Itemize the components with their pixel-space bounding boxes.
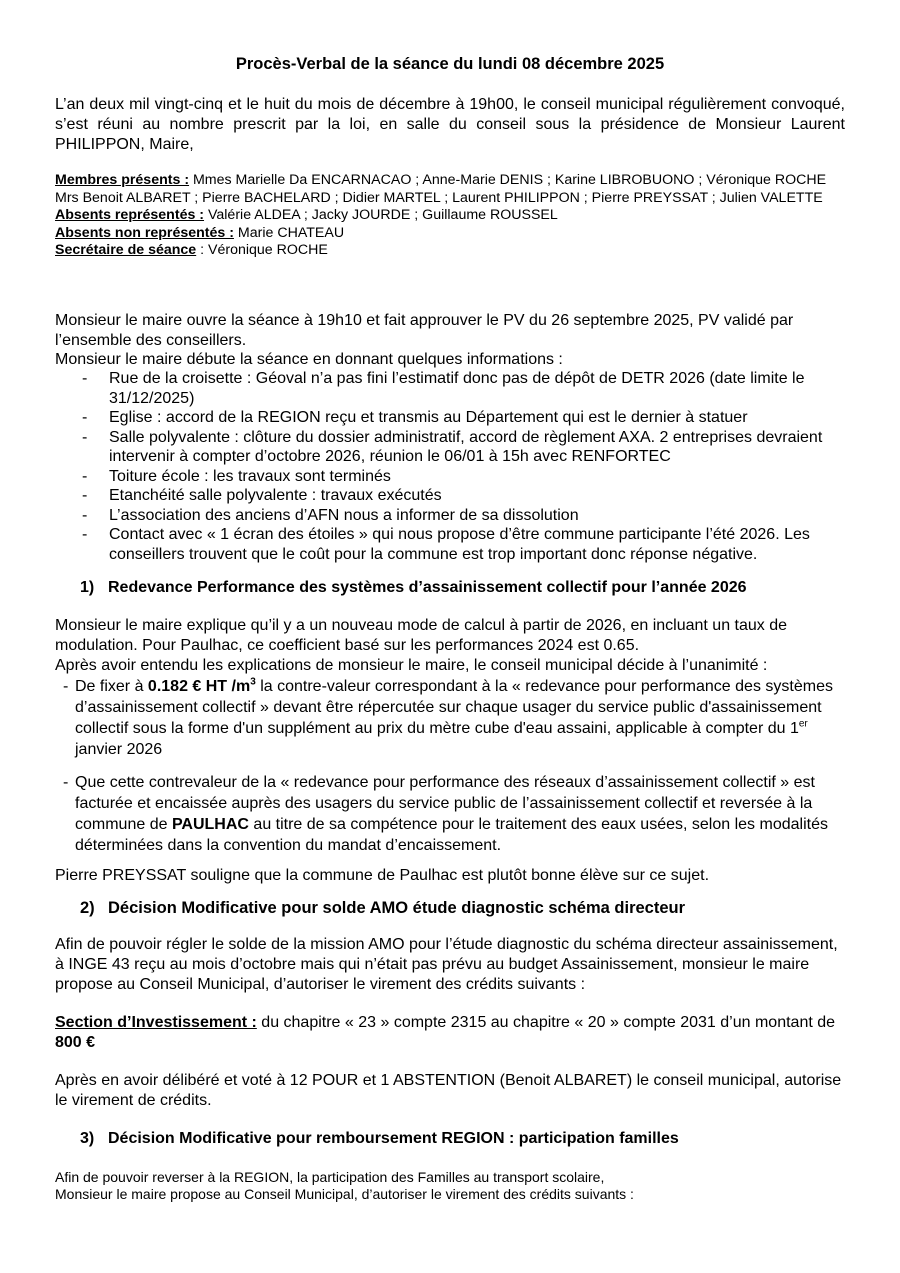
list-item: [55, 506, 845, 526]
present-men: Mrs Benoit ALBARET ; Pierre BACHELARD ; Didier MARTEL ; Laurent PHILIPPON ; Pierre PREYSSAT ; Julien VALETTE: [55, 189, 823, 206]
dash-bullet: -: [63, 774, 69, 791]
fee-amount-value: 0.182 € HT /m: [147, 678, 251, 695]
not-represented-row: [55, 225, 845, 243]
section-1-number: 1): [80, 579, 95, 596]
list-item: [55, 369, 845, 408]
section-1-paragraph-2: Après avoir entendu les explications de monsieur le maire, le conseil municipal décide à l’unanimité :: [55, 657, 768, 674]
section-1-paragraph-3: Pierre PREYSSAT souligne que la commune de Paulhac est plutôt bonne élève sur ce sujet.: [55, 867, 710, 884]
opening-block: [55, 311, 845, 370]
dash-bullet: -: [82, 526, 88, 543]
credit-amount: 800 €: [55, 1034, 96, 1051]
section-2-credit-line: [55, 1013, 845, 1053]
bullet-2-text: au titre de sa compétence pour le traitement des eaux usées, selon les modalités déterminées dans la convention du mandat d’encaissement.: [75, 816, 828, 854]
intro-paragraph: L’an deux mil vingt-cinq et le huit du mois de décembre à 19h00, le conseil municipal régulièrement convoqué, s’est réuni au nombre prescrit par la loi, en salle du conseil sous la présidence de Monsieur Laurent PHILIPPON, Maire,: [55, 96, 845, 153]
secretary-row: [55, 242, 845, 260]
section-label: Section d’Investissement :: [55, 1014, 257, 1031]
opening-line-2: Monsieur le maire débute la séance en donnant quelques informations :: [55, 351, 563, 368]
dash-bullet: -: [82, 428, 88, 446]
section-1-bullet-1: [55, 676, 845, 760]
dash-bullet: -: [63, 678, 69, 695]
section-1-heading: [80, 579, 747, 597]
ordinal-suffix: er: [798, 718, 808, 730]
dash-bullet: -: [82, 370, 88, 387]
dash-bullet: -: [82, 487, 88, 504]
bullet-2-prefix: Que cette contrevaleur de la « redevance pour performance des réseaux d’assainissement collectif » est facturée et encaissée auprès des usagers du service public de l’assainissement collectif et reversée à la commune de: [75, 774, 815, 833]
section-3-paragraph-1: Afin de pouvoir reverser à la REGION, la participation des Familles au transport scolaire,: [55, 1169, 605, 1185]
fee-amount: [148, 678, 256, 695]
section-3-body: [55, 1169, 845, 1203]
section-2-heading: [80, 899, 685, 918]
not-represented-label: Absents non représentés :: [55, 224, 234, 241]
list-item-text: Contact avec « 1 écran des étoiles » qui nous propose d’être commune participante l’été 2026. Les conseillers trouvent que le coût pour la commune est trop important donc réponse négative.: [109, 526, 810, 563]
list-item-text: Rue de la croisette : Géoval n’a pas fini l’estimatif donc pas de dépôt de DETR 2026 (date limite le 31/12/2025): [109, 370, 805, 407]
opening-line-1: Monsieur le maire ouvre la séance à 19h10 et fait approuver le PV du 26 septembre 2025, PV validé par l’ensemble des conseillers.: [55, 312, 794, 349]
present-women-row: [55, 172, 845, 190]
section-2-number: 2): [80, 899, 95, 917]
info-list: [55, 369, 845, 564]
section-1-bullet-2: [55, 772, 845, 856]
credit-transfer-text: du chapitre « 23 » compte 2315 au chapitre « 20 » compte 2031 d’un montant de: [256, 1014, 836, 1031]
list-item: [55, 428, 845, 467]
attendance-block: [55, 172, 845, 260]
bullet-1-end: janvier 2026: [75, 741, 163, 758]
represented-names: Valérie ALDEA ; Jacky JOURDE ; Guillaume ROUSSEL: [204, 207, 558, 223]
list-item-text: Toiture école : les travaux sont terminés: [109, 467, 391, 485]
section-1-body: [55, 616, 845, 886]
list-item-text: Eglise : accord de la REGION reçu et transmis au Département qui est le dernier à statuer: [109, 409, 748, 426]
section-2-paragraph-2: Après en avoir délibéré et voté à 12 POUR et 1 ABSTENTION (Benoit ALBARET) le conseil municipal, autorise le virement de crédits.: [55, 1072, 842, 1109]
dash-bullet: -: [82, 467, 88, 485]
page-title: Procès-Verbal de la séance du lundi 08 décembre 2025: [235, 55, 665, 73]
section-2-title: Décision Modificative pour solde AMO étude diagnostic schéma directeur: [108, 899, 686, 917]
list-item-text: Salle polyvalente : clôture du dossier administratif, accord de règlement AXA. 2 entreprises devraient intervenir à compter d’octobre 2026, réunion le 06/01 à 15h avec RENFORTEC: [109, 428, 823, 465]
fee-amount-exponent: 3: [250, 676, 256, 688]
commune-name: PAULHAC: [171, 816, 249, 833]
present-label: Membres présents :: [55, 172, 190, 188]
bullet-1-text: la contre-valeur correspondant à la « redevance pour performance des systèmes d’assainissement collectif » devant être répercutée sur chaque usager du service public d'assainissement collectif sous la forme d'un supplément au prix du mètre cube d'eau assaini, applicable à compter du 1: [75, 678, 833, 737]
list-item: [55, 467, 845, 487]
represented-label: Absents représentés :: [55, 207, 205, 223]
section-3-heading: [80, 1130, 679, 1148]
section-2-paragraph-1: Afin de pouvoir régler le solde de la mission AMO pour l’étude diagnostic du schéma directeur assainissement, à INGE 43 reçu au mois d’octobre mais qui n’était pas prévu au budget Assainissement, monsieur le maire propose au Conseil Municipal, d’autoriser le virement des crédits suivants :: [55, 936, 838, 993]
section-1-title: Redevance Performance des systèmes d’assainissement collectif pour l’année 2026: [108, 579, 747, 596]
section-3-paragraph-2: Monsieur le maire propose au Conseil Municipal, d’autoriser le virement des crédits suivants :: [55, 1186, 634, 1202]
section-1-paragraph-1: Monsieur le maire explique qu’il y a un nouveau mode de calcul à partir de 2026, en incluant un taux de modulation. Pour Paulhac, ce coefficient basé sur les performances 2024 est 0.65.: [55, 617, 788, 654]
list-item-text: L’association des anciens d’AFN nous a informer de sa dissolution: [109, 506, 579, 524]
bullet-1-prefix: De fixer à: [75, 678, 148, 695]
secretary-name: : Véronique ROCHE: [196, 242, 328, 258]
represented-row: [55, 207, 845, 225]
secretary-label: Secrétaire de séance: [55, 242, 197, 258]
dash-bullet: -: [82, 506, 88, 524]
section-3-title: Décision Modificative pour remboursement REGION : participation familles: [108, 1130, 679, 1147]
not-represented-names: Marie CHATEAU: [233, 224, 345, 241]
section-3-number: 3): [80, 1130, 95, 1147]
list-item: [55, 408, 845, 428]
list-item: [55, 486, 845, 506]
present-women: Mmes Marielle Da ENCARNACAO ; Anne-Marie DENIS ; Karine LIBROBUONO ; Véronique ROCHE: [189, 172, 827, 188]
list-item: [55, 525, 845, 564]
list-item-text: Etanchéité salle polyvalente : travaux exécutés: [109, 487, 442, 504]
dash-bullet: -: [82, 409, 88, 426]
